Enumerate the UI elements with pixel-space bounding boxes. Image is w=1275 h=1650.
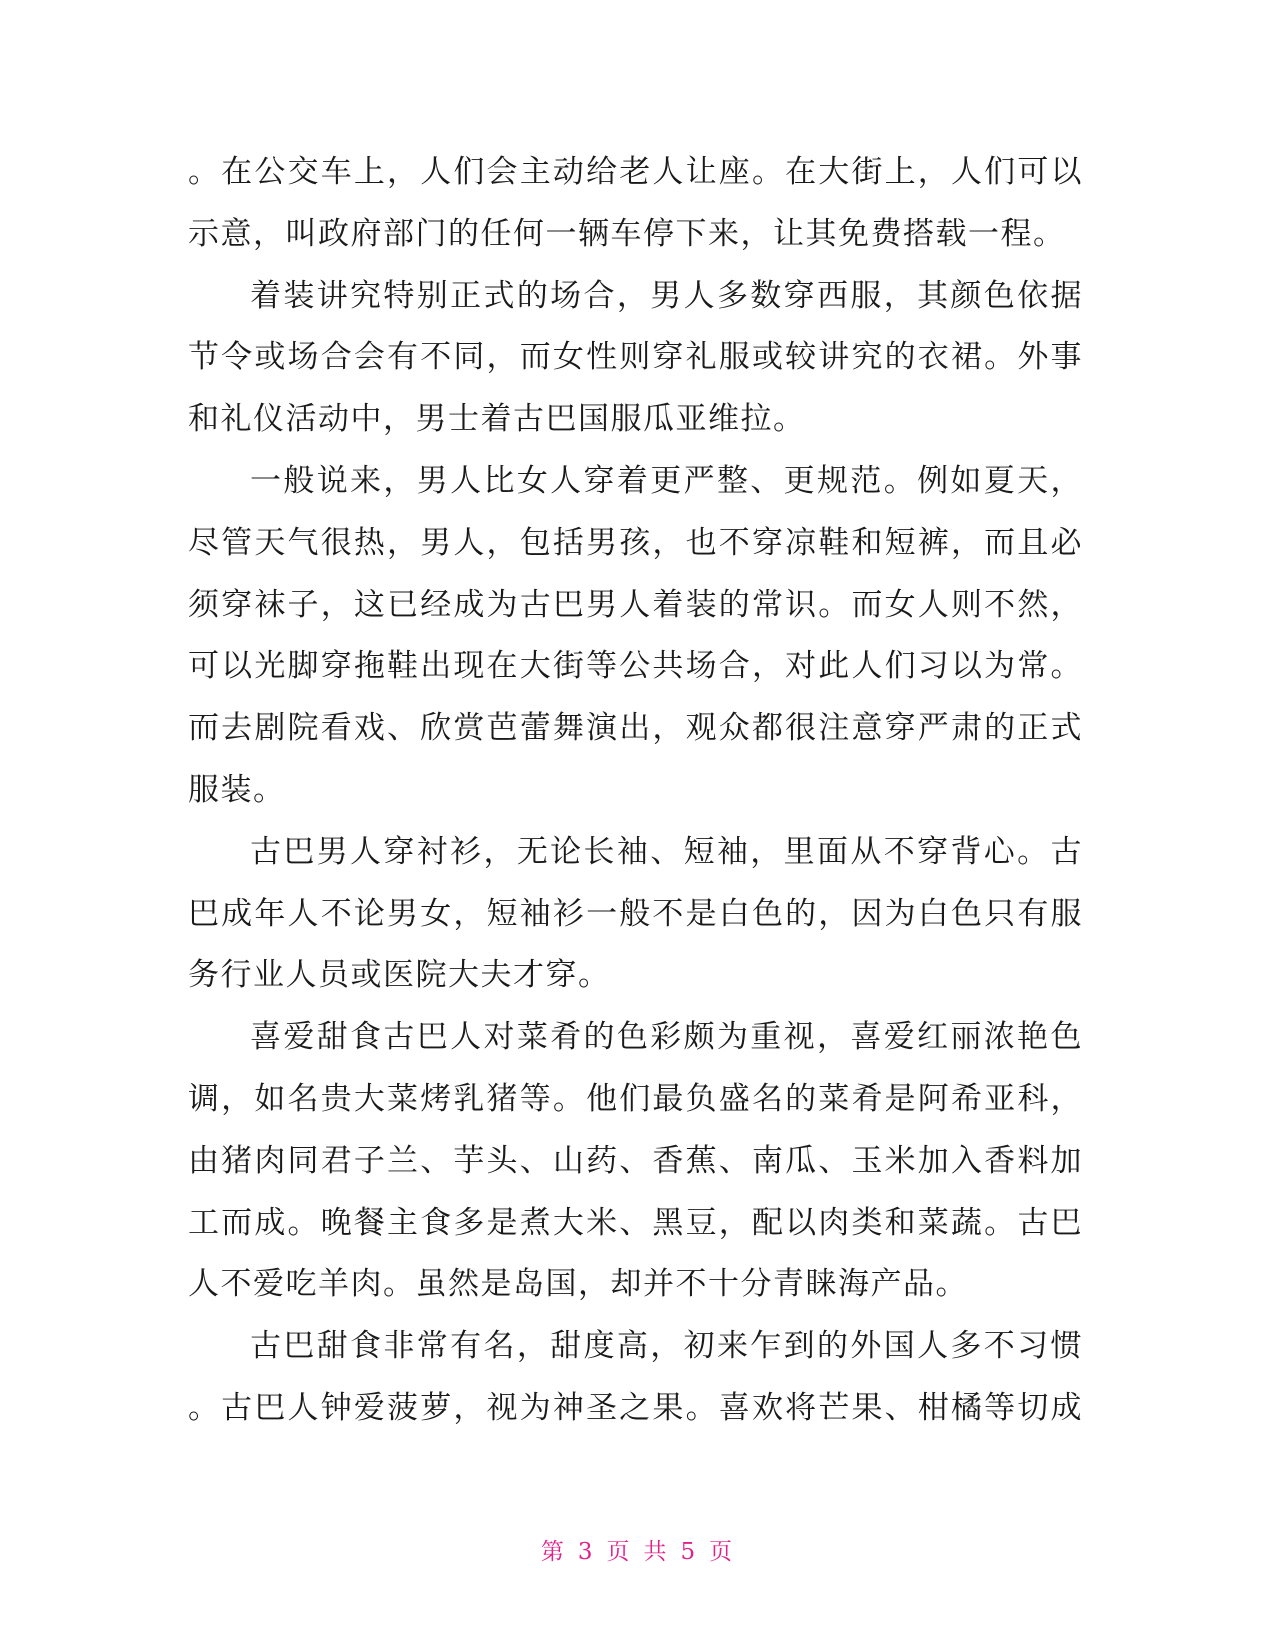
footer-current-page: 3 [577,1539,595,1565]
text-line: 。古巴人钟爱菠萝，视为神圣之果。喜欢将芒果、柑橘等切成 [188,1389,1083,1426]
text-line: 而去剧院看戏、欣赏芭蕾舞演出，观众都很注意穿严肃的正式 [188,710,1083,747]
text-line: 可以光脚穿拖鞋出现在大街等公共场合，对此人们习以为常。 [188,648,1083,685]
text-line: 节令或场合会有不同，而女性则穿礼服或较讲究的衣裙。外事 [188,339,1083,376]
text-line: 巴成年人不论男女，短袖衫一般不是白色的，因为白色只有服 [188,895,1083,932]
footer-label-ye: 页 [606,1539,632,1565]
text-line: 示意，叫政府部门的任何一辆车停下来，让其免费搭载一程。 [188,215,1066,252]
footer-label-ye2: 页 [709,1539,735,1565]
text-line: 喜爱甜食古巴人对菜肴的色彩颇为重视，喜爱红丽浓艳色 [250,1019,1083,1056]
text-line: 须穿袜子，这已经成为古巴男人着装的常识。而女人则不然， [188,586,1083,623]
footer-label-gong: 共 [643,1539,669,1565]
text-line: 人不爱吃羊肉。虽然是岛国，却并不十分青睐海产品。 [188,1266,968,1303]
page-footer [0,1533,1275,1566]
text-line: 尽管天气很热，男人，包括男孩，也不穿凉鞋和短裤，而且必 [188,524,1083,561]
text-line: 由猪肉同君子兰、芋头、山药、香蕉、南瓜、玉米加入香料加 [188,1142,1083,1179]
footer-label-di: 第 [540,1539,566,1565]
body-text [188,142,1083,1440]
footer-total-pages: 5 [680,1539,698,1565]
text-line: 一般说来，男人比女人穿着更严整、更规范。例如夏天， [250,462,1083,499]
text-line: 服装。 [188,771,286,808]
text-line: 工而成。晚餐主食多是煮大米、黑豆，配以肉类和菜蔬。古巴 [188,1204,1083,1241]
text-line: 。在公交车上，人们会主动给老人让座。在大街上，人们可以 [188,154,1083,190]
text-line: 古巴男人穿衬衫，无论长袖、短袖，里面从不穿背心。古 [250,833,1083,870]
text-line: 务行业人员或医院大夫才穿。 [188,957,611,994]
text-line: 古巴甜食非常有名，甜度高，初来乍到的外国人多不习惯 [250,1328,1083,1365]
text-line: 调，如名贵大菜烤乳猪等。他们最负盛名的菜肴是阿希亚科， [188,1080,1083,1117]
text-line: 着装讲究特别正式的场合，男人多数穿西服，其颜色依据 [250,277,1083,314]
text-line: 和礼仪活动中，男士着古巴国服瓜亚维拉。 [188,401,806,438]
